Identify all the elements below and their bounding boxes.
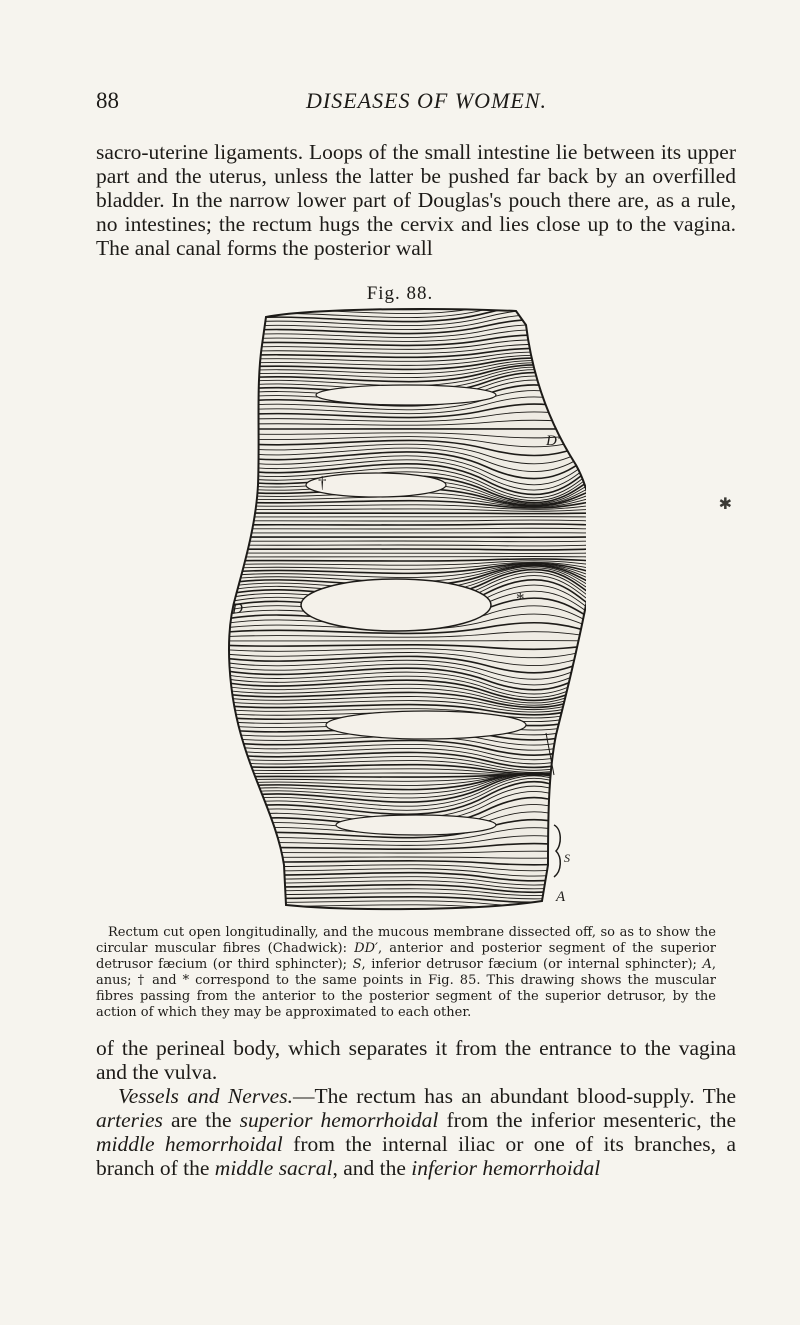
text-run: —The rectum has an abundant blood-supply. The	[292, 1084, 736, 1108]
text-run: from the inferior mesenteric, the	[438, 1108, 736, 1132]
label-d-prime: D′	[546, 433, 561, 449]
term-superior-hemorrhoidal: superior hemorrhoidal	[239, 1108, 439, 1132]
vessels-heading: Vessels and Nerves.	[118, 1084, 293, 1108]
running-head: DISEASES OF WOMEN.	[306, 88, 548, 113]
text-run: , and the	[332, 1156, 412, 1180]
ink-speck-mark: ✱	[718, 496, 732, 513]
rectum-engraving	[226, 305, 586, 915]
fibre-line	[226, 556, 586, 557]
term-middle-hemorrhoidal: middle hemorrhoidal	[96, 1132, 283, 1156]
label-d: D	[232, 601, 243, 617]
text-run: are the	[162, 1108, 240, 1132]
label-s: S	[564, 851, 570, 865]
text-run: from the internal iliac or one of its branches, a branch of the	[96, 1132, 736, 1180]
paragraph-bottom-2	[96, 1084, 736, 1180]
fibre-line	[226, 513, 586, 514]
page-header	[96, 88, 706, 118]
rectum-illustration	[226, 305, 586, 915]
label-dagger: †	[318, 473, 327, 492]
paragraph-top: sacro-uterine ligaments. Loops of the small intestine lie between its upper part and the uterus, unless the latter be pushed far back by an overfilled bladder. In the narrow lower part of Douglas's pouch there are, as a rule, no intestines; the rectum hugs the cervix and lies close up to the vagina. The anal canal forms the posterior wall	[96, 140, 736, 260]
page-number: 88	[96, 88, 119, 113]
caption-part3: , inferior detrusor fæcium (or internal sphincter);	[361, 957, 703, 972]
caption-s: S	[352, 957, 362, 972]
caption-a: A	[702, 957, 712, 972]
figure-caption	[96, 925, 716, 1021]
paragraph-bottom-1: of the perineal body, which separates it from the entrance to the vagina and the vulva.	[96, 1036, 736, 1084]
figure-title: Fig. 88.	[366, 283, 434, 304]
term-middle-sacral: middle sacral	[214, 1156, 333, 1180]
caption-part2: , anterior and posterior segment of the superior detrusor fæcium (or third sphincter);	[96, 941, 716, 972]
label-a: A	[556, 889, 566, 905]
caption-part1: Rectum cut open longitudinally, and the mucous membrane dissected off, so as to show the circular muscular fibres (Chadwick):	[96, 925, 716, 956]
caption-part4: , anus; † and * correspond to the same points in Fig. 85. This drawing shows the muscular fibres passing from the anterior to the posterior segment of the superior detrusor, by the action of which they may be approximated to each other.	[96, 957, 717, 1020]
caption-dd: DD′	[354, 941, 378, 956]
term-inferior-hemorrhoidal: inferior hemorrhoidal	[411, 1156, 601, 1180]
term-arteries: arteries	[96, 1108, 163, 1132]
label-star: *	[516, 589, 525, 608]
